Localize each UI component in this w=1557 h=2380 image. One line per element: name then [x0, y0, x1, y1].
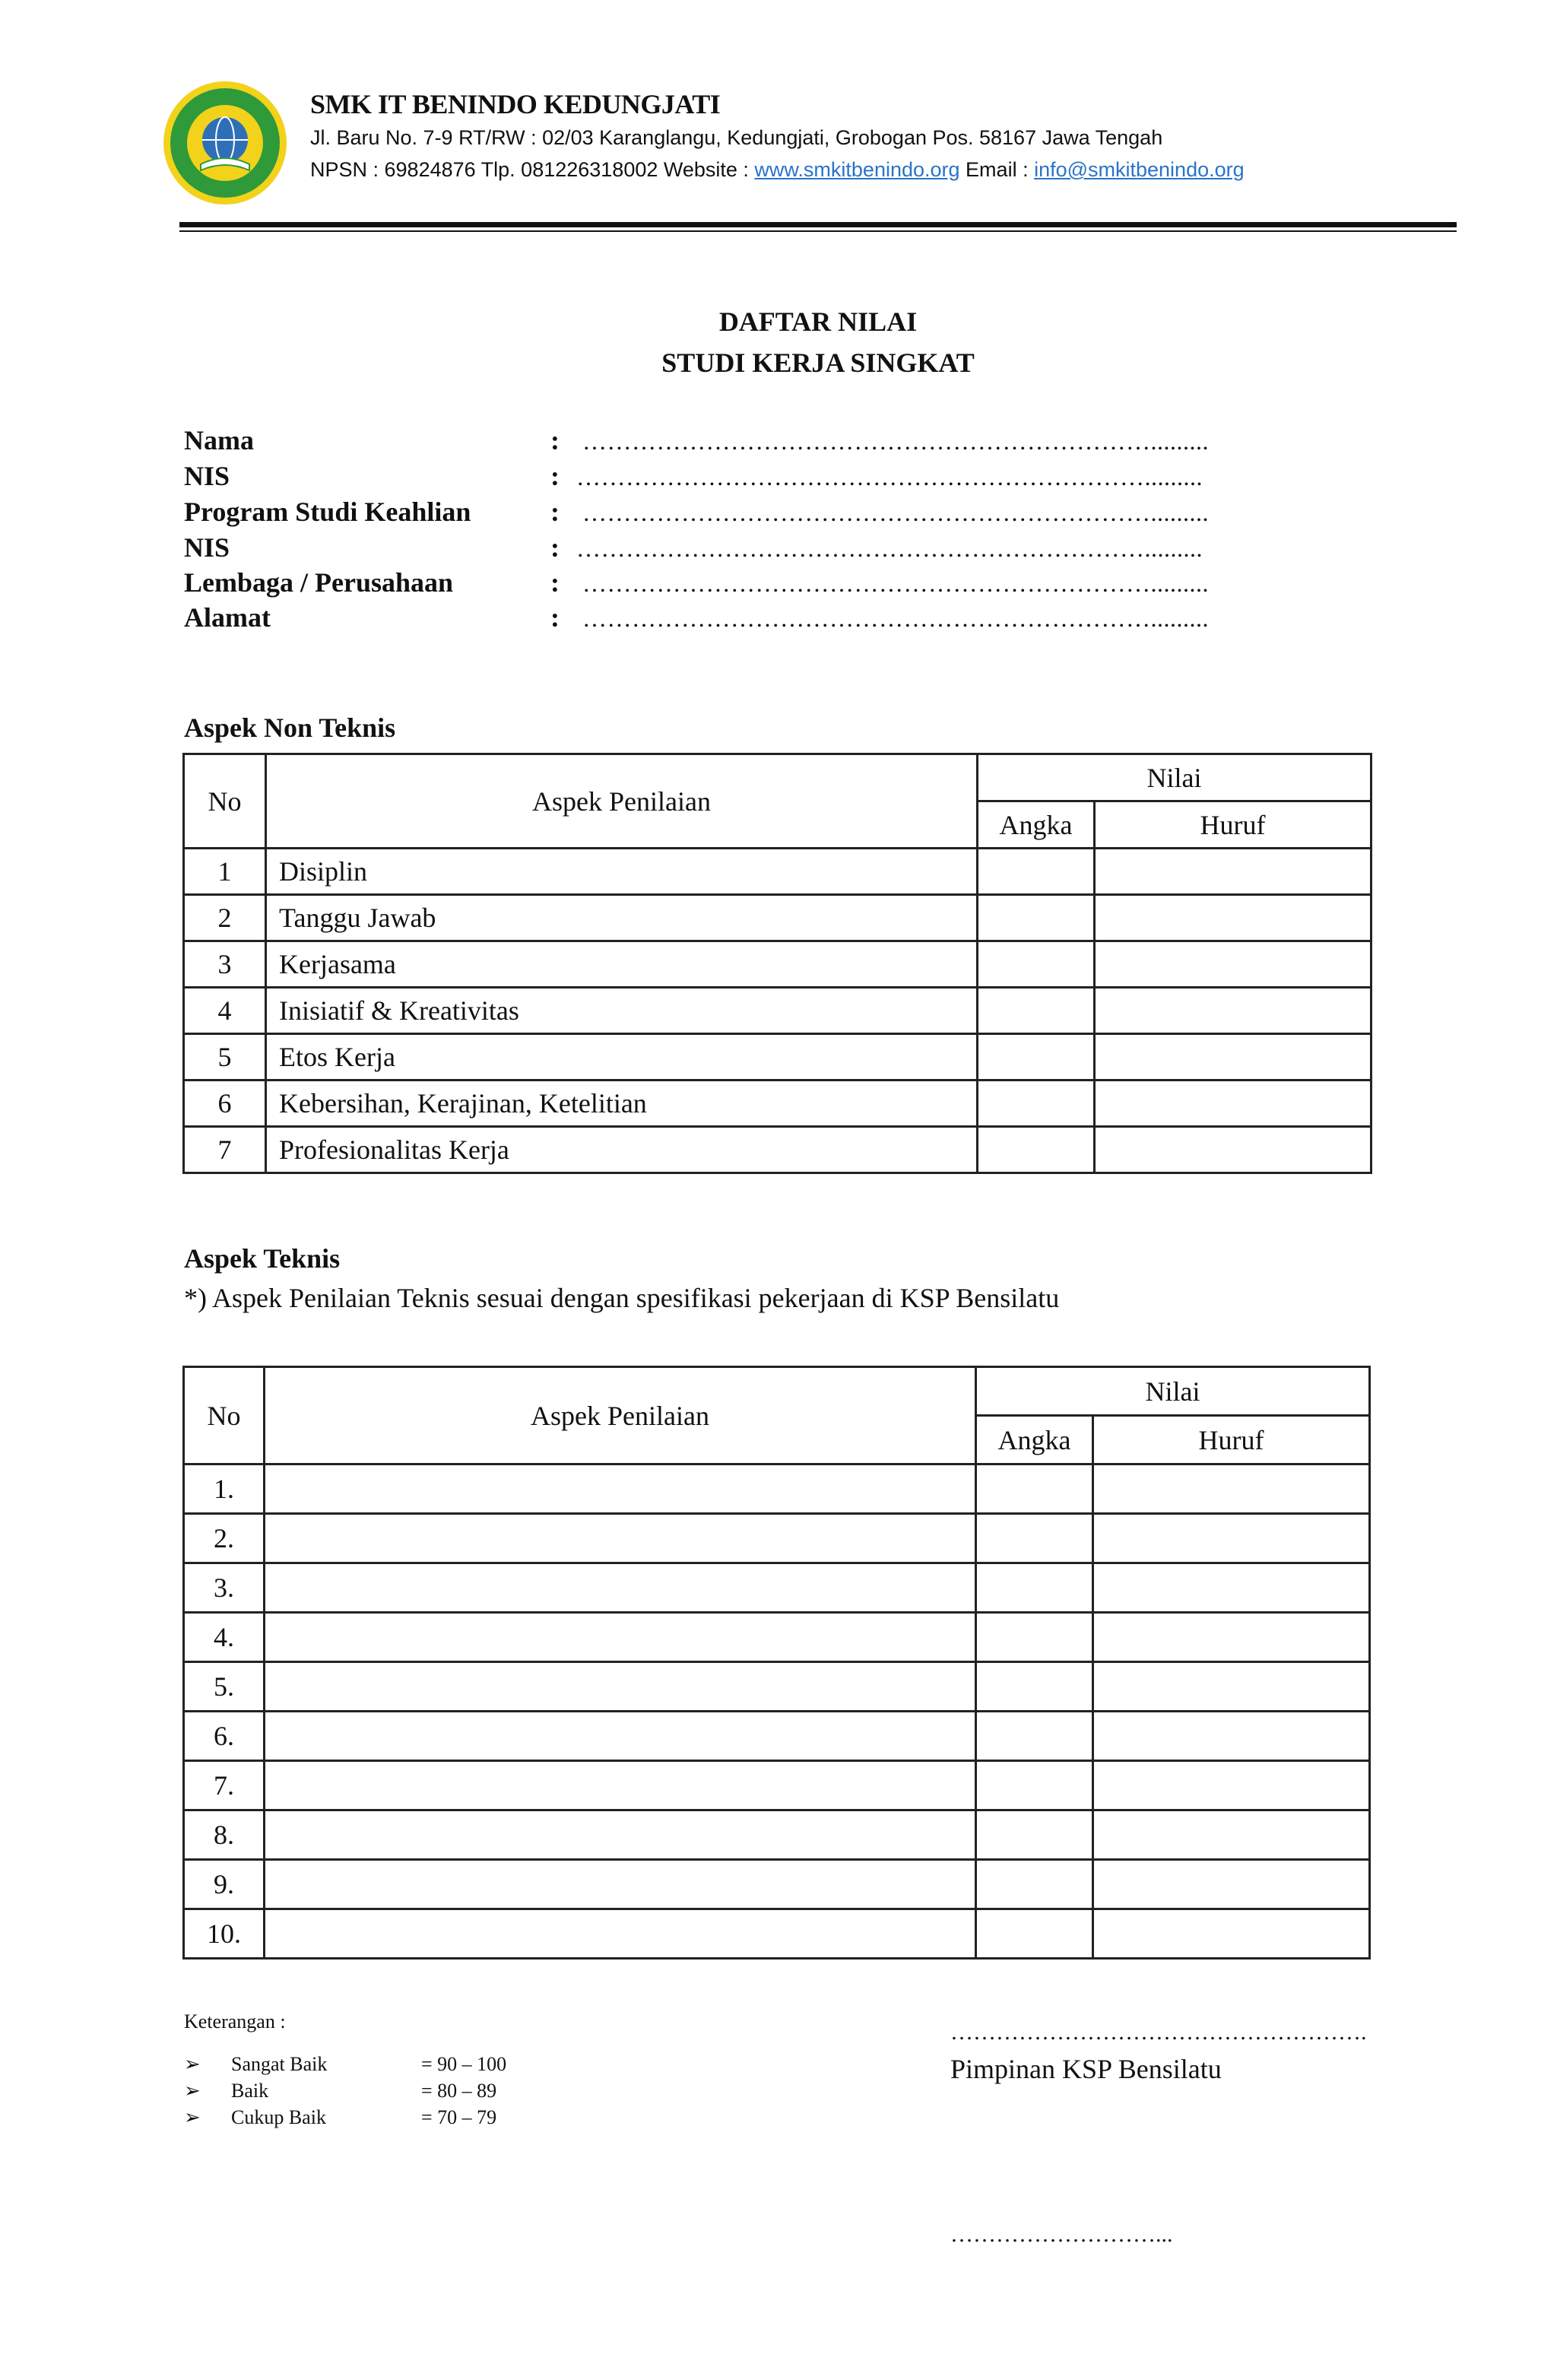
arrow-bullet-icon: ➢ — [184, 2080, 201, 2102]
cell-angka[interactable] — [976, 1464, 1093, 1514]
cell-angka[interactable] — [976, 1613, 1093, 1662]
row-aspek: Profesionalitas Kerja — [266, 1127, 978, 1173]
cell-angka[interactable] — [976, 1662, 1093, 1712]
keterangan-label: Keterangan : — [184, 2010, 286, 2033]
col-header-nilai: Nilai — [978, 754, 1371, 801]
field-colon: : — [550, 602, 560, 633]
row-no: 2 — [184, 895, 266, 941]
table-row — [184, 895, 1371, 941]
header-divider-thin — [179, 230, 1457, 232]
col-header-aspek: Aspek Penilaian — [266, 754, 978, 849]
row-no: 3 — [184, 941, 266, 988]
cell-huruf[interactable] — [1095, 895, 1371, 941]
cell-huruf[interactable] — [1095, 849, 1371, 895]
row-aspek: Kebersihan, Kerajinan, Ketelitian — [266, 1081, 978, 1127]
cell-aspek[interactable] — [265, 1563, 976, 1613]
field-colon: : — [550, 532, 560, 563]
field-label-nis-2: NIS — [184, 532, 230, 563]
table-row — [184, 988, 1371, 1034]
col-header-angka: Angka — [976, 1416, 1093, 1464]
legend-range: = 90 – 100 — [421, 2053, 507, 2075]
cell-angka[interactable] — [978, 1034, 1095, 1081]
non-teknis-table — [182, 753, 1372, 1174]
col-header-huruf: Huruf — [1093, 1416, 1370, 1464]
cell-angka[interactable] — [976, 1909, 1093, 1959]
field-blank-nis[interactable]: ……………………………………………………………......... — [576, 463, 1203, 490]
document-subtitle: STUDI KERJA SINGKAT — [661, 347, 975, 378]
field-colon: : — [550, 497, 560, 527]
document-title: DAFTAR NILAI — [718, 306, 918, 337]
cell-angka[interactable] — [976, 1761, 1093, 1810]
header-divider-thick — [179, 222, 1457, 227]
cell-huruf[interactable] — [1093, 1810, 1370, 1860]
table-row — [184, 941, 1371, 988]
cell-angka[interactable] — [976, 1712, 1093, 1761]
cell-huruf[interactable] — [1093, 1860, 1370, 1909]
cell-huruf[interactable] — [1093, 1761, 1370, 1810]
email-link[interactable]: info@smkitbenindo.org — [1034, 158, 1245, 181]
cell-angka[interactable] — [978, 1081, 1095, 1127]
col-header-aspek: Aspek Penilaian — [265, 1367, 976, 1464]
table-row — [184, 1514, 1370, 1563]
cell-huruf[interactable] — [1093, 1712, 1370, 1761]
cell-angka[interactable] — [978, 849, 1095, 895]
row-aspek: Disiplin — [266, 849, 978, 895]
teknis-note: *) Aspek Penilaian Teknis sesuai dengan spesifikasi pekerjaan di KSP Bensilatu — [184, 1283, 1060, 1313]
cell-angka[interactable] — [978, 1127, 1095, 1173]
teknis-table — [182, 1366, 1371, 1960]
cell-huruf[interactable] — [1095, 1127, 1371, 1173]
cell-angka[interactable] — [976, 1514, 1093, 1563]
legend-range: = 80 – 89 — [421, 2080, 497, 2102]
cell-huruf[interactable] — [1093, 1613, 1370, 1662]
col-header-nilai: Nilai — [976, 1367, 1370, 1416]
col-header-huruf: Huruf — [1095, 801, 1371, 849]
col-header-angka: Angka — [978, 801, 1095, 849]
cell-huruf[interactable] — [1093, 1662, 1370, 1712]
cell-aspek[interactable] — [265, 1613, 976, 1662]
cell-huruf[interactable] — [1095, 1081, 1371, 1127]
cell-aspek[interactable] — [265, 1909, 976, 1959]
col-header-no: No — [184, 1367, 265, 1464]
cell-aspek[interactable] — [265, 1860, 976, 1909]
field-label-alamat: Alamat — [184, 602, 271, 633]
cell-huruf[interactable] — [1095, 941, 1371, 988]
legend-item — [184, 2080, 496, 2102]
col-header-no: No — [184, 754, 266, 849]
legend-name: Cukup Baik — [231, 2106, 326, 2128]
legend-name: Baik — [231, 2080, 269, 2102]
row-no: 1 — [184, 849, 266, 895]
cell-aspek[interactable] — [265, 1810, 976, 1860]
field-colon: : — [550, 567, 560, 598]
field-colon: : — [550, 425, 560, 455]
row-no: 6. — [184, 1712, 265, 1761]
row-no: 5 — [184, 1034, 266, 1081]
table-row — [184, 1613, 1370, 1662]
table-row — [184, 1860, 1370, 1909]
table-row — [184, 1081, 1371, 1127]
school-address: Jl. Baru No. 7-9 RT/RW : 02/03 Karanglangu, Kedungjati, Grobogan Pos. 58167 Jawa Tengah — [310, 126, 1163, 149]
field-label-lembaga: Lembaga / Perusahaan — [184, 567, 454, 598]
section-heading-teknis: Aspek Teknis — [184, 1243, 341, 1274]
legend-name: Sangat Baik — [231, 2053, 328, 2075]
arrow-bullet-icon: ➢ — [184, 2106, 201, 2128]
row-no: 8. — [184, 1810, 265, 1860]
email-label: Email : — [959, 158, 1035, 181]
cell-huruf[interactable] — [1093, 1563, 1370, 1613]
cell-angka[interactable] — [976, 1563, 1093, 1613]
cell-angka[interactable] — [978, 988, 1095, 1034]
field-blank-nama[interactable]: ……………………………………………………………......... — [582, 427, 1209, 455]
cell-aspek[interactable] — [265, 1712, 976, 1761]
signature-name[interactable]: ………………………... — [950, 2222, 1173, 2247]
row-no: 3. — [184, 1563, 265, 1613]
row-aspek: Etos Kerja — [266, 1034, 978, 1081]
table-row — [184, 1761, 1370, 1810]
row-aspek: Inisiatif & Kreativitas — [266, 988, 978, 1034]
table-row — [184, 1464, 1370, 1514]
row-no: 2. — [184, 1514, 265, 1563]
row-aspek: Tanggu Jawab — [266, 895, 978, 941]
row-no: 7 — [184, 1127, 266, 1173]
signature-title: Pimpinan KSP Bensilatu — [950, 2054, 1222, 2084]
table-row — [184, 1127, 1371, 1173]
field-blank-program-studi[interactable]: ……………………………………………………………......... — [582, 499, 1209, 526]
field-label-program-studi: Program Studi Keahlian — [184, 497, 471, 527]
field-blank-nis-2[interactable]: ……………………………………………………………......... — [576, 535, 1203, 562]
table-row — [184, 1810, 1370, 1860]
cell-angka[interactable] — [978, 941, 1095, 988]
table-row — [184, 1563, 1370, 1613]
row-aspek: Kerjasama — [266, 941, 978, 988]
row-no: 4 — [184, 988, 266, 1034]
cell-huruf[interactable] — [1093, 1464, 1370, 1514]
row-no: 7. — [184, 1761, 265, 1810]
cell-aspek[interactable] — [265, 1514, 976, 1563]
field-label-nis: NIS — [184, 461, 230, 491]
cell-aspek[interactable] — [265, 1761, 976, 1810]
section-heading-non-teknis: Aspek Non Teknis — [184, 712, 396, 743]
cell-angka[interactable] — [976, 1860, 1093, 1909]
school-logo — [161, 79, 289, 207]
row-no: 6 — [184, 1081, 266, 1127]
signature-place-date[interactable]: ………………………………………………. — [950, 2020, 1367, 2045]
website-link[interactable]: www.smkitbenindo.org — [754, 158, 960, 181]
legend-range: = 70 – 79 — [421, 2106, 497, 2128]
cell-huruf[interactable] — [1095, 988, 1371, 1034]
field-colon: : — [550, 461, 560, 491]
legend-item — [184, 2106, 496, 2129]
arrow-bullet-icon: ➢ — [184, 2053, 201, 2075]
row-no: 9. — [184, 1860, 265, 1909]
row-no: 1. — [184, 1464, 265, 1514]
row-no: 10. — [184, 1909, 265, 1959]
cell-angka[interactable] — [978, 895, 1095, 941]
cell-huruf[interactable] — [1093, 1514, 1370, 1563]
field-label-nama: Nama — [184, 425, 254, 455]
cell-aspek[interactable] — [265, 1662, 976, 1712]
legend-item — [184, 2053, 506, 2076]
field-blank-lembaga[interactable]: ……………………………………………………………......... — [582, 570, 1209, 597]
row-no: 5. — [184, 1662, 265, 1712]
contact-prefix: NPSN : 69824876 Tlp. 081226318002 Website : — [310, 158, 755, 181]
cell-angka[interactable] — [976, 1810, 1093, 1860]
table-row — [184, 1034, 1371, 1081]
field-blank-alamat[interactable]: ……………………………………………………………......... — [582, 605, 1209, 632]
table-row — [184, 849, 1371, 895]
school-name: SMK IT BENINDO KEDUNGJATI — [310, 89, 721, 119]
cell-huruf[interactable] — [1095, 1034, 1371, 1081]
school-contact — [310, 158, 1245, 182]
cell-aspek[interactable] — [265, 1464, 976, 1514]
row-no: 4. — [184, 1613, 265, 1662]
cell-huruf[interactable] — [1093, 1909, 1370, 1959]
table-row — [184, 1909, 1370, 1959]
table-row — [184, 1712, 1370, 1761]
table-row — [184, 1662, 1370, 1712]
